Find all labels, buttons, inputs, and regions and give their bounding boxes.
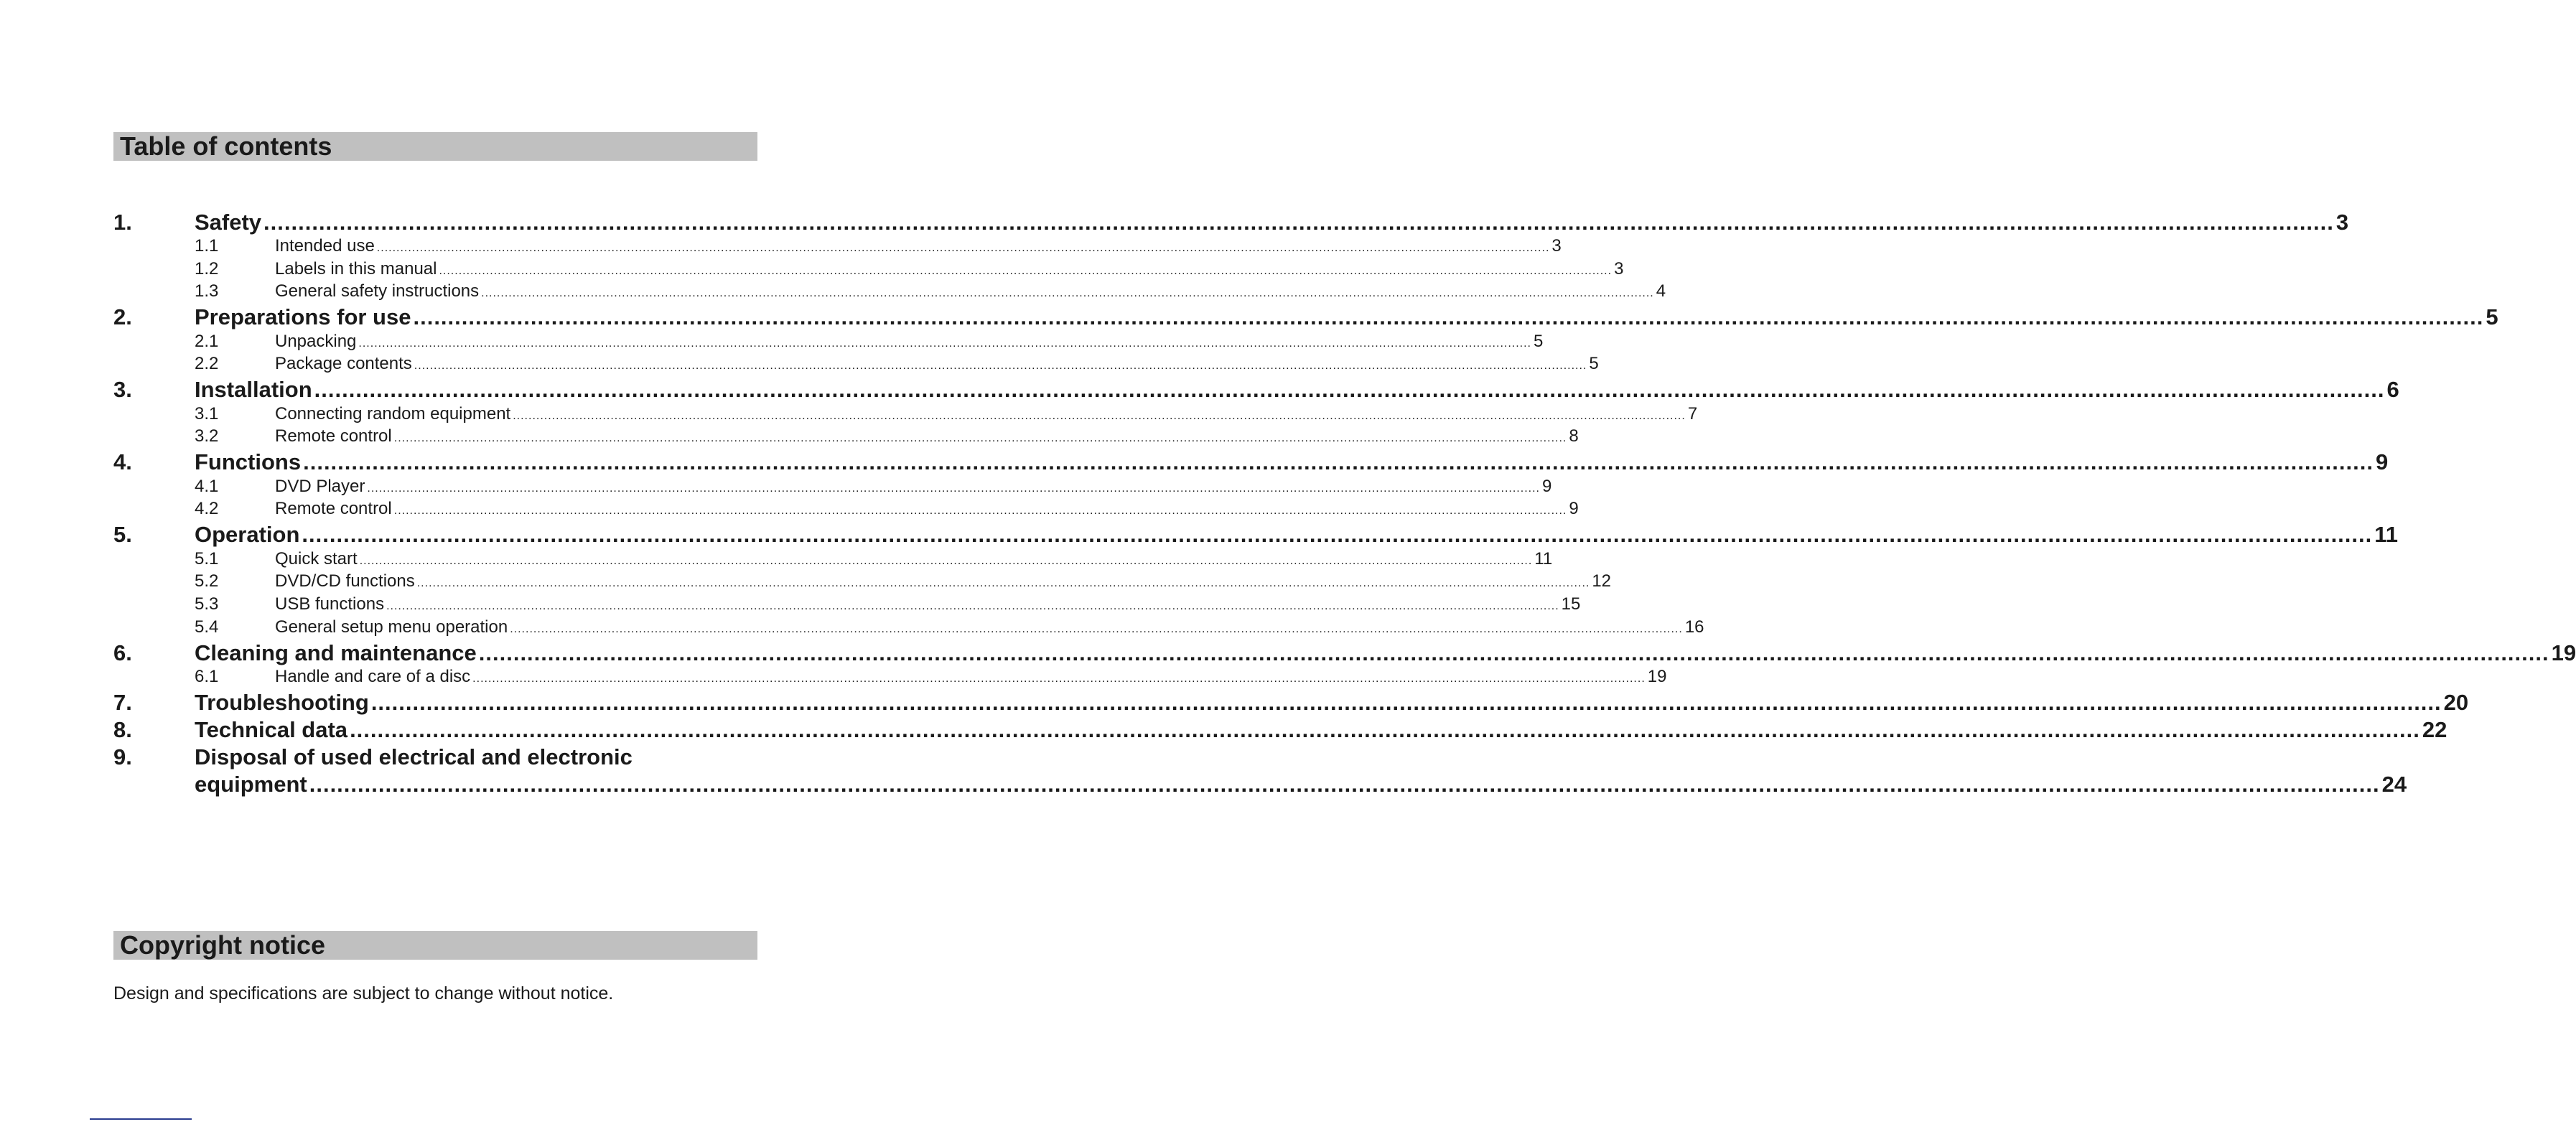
toc-section[interactable]: [0, 571, 1612, 596]
chapter-number: 3.: [113, 377, 132, 402]
toc-chapter[interactable]: [0, 690, 2469, 715]
toc-chapter[interactable]: [0, 744, 879, 769]
chapter-title: Safety: [195, 210, 262, 235]
page-number: 8: [1569, 426, 1579, 446]
dot-leader: ............................................................................................................................................................................................................................................................................................................: [414, 360, 1587, 372]
section-title: DVD/CD functions: [275, 571, 415, 591]
toc-chapter[interactable]: [0, 210, 2349, 235]
chapter-number: 1.: [113, 210, 132, 235]
section-title: Remote control: [275, 426, 392, 446]
toc-chapter[interactable]: [0, 449, 2389, 474]
page-number: 11: [2374, 522, 2399, 547]
section-number: 5.2: [195, 571, 219, 591]
dot-leader: ............................................................................................................................................................................................................................................................................................................: [376, 242, 1550, 254]
dot-leader: ............................................................................................................................................................................................................................................................................................................: [439, 265, 1613, 277]
chapter-title-line1: Disposal of used electrical and electronic: [195, 744, 633, 769]
section-title: Intended use: [275, 236, 375, 256]
page-number: 7: [1687, 404, 1698, 424]
page-number: 12: [1592, 571, 1612, 591]
page-number: 15: [1561, 594, 1581, 614]
dot-leader: ............................................................................................................................................................................................................................................................................................................: [481, 287, 1654, 299]
footer-rule: [90, 1118, 192, 1120]
section-title: Handle and care of a disc: [275, 667, 471, 686]
section-number: 4.2: [195, 499, 219, 518]
page-number: 3: [2335, 210, 2349, 235]
section-title: General safety instructions: [275, 281, 480, 301]
dot-leader: ............................................................................................................................................................................................................................................................................................................: [263, 210, 2334, 235]
dot-leader: ............................................................................................................................................................................................................................................................................................................: [393, 432, 1567, 444]
section-number: 5.4: [195, 617, 219, 637]
copyright-text: Design and specifications are subject to change without notice.: [113, 983, 614, 1003]
section-number: 4.1: [195, 477, 219, 496]
toc-section[interactable]: [0, 617, 1704, 642]
section-number: 1.2: [195, 259, 219, 279]
toc-section[interactable]: [0, 667, 1667, 691]
toc-chapter[interactable]: [0, 377, 2399, 402]
page-number: 5: [2486, 304, 2498, 329]
toc-section[interactable]: [0, 281, 1666, 306]
dot-leader: ............................................................................................................................................................................................................................................................................................................: [358, 337, 1531, 350]
page-number: 9: [2375, 449, 2389, 474]
copyright-heading: Copyright notice: [113, 931, 757, 960]
section-number: 1.1: [195, 236, 219, 256]
page-number: 9: [1541, 477, 1552, 496]
chapter-number: 8.: [113, 717, 132, 742]
section-title: Quick start: [275, 549, 358, 568]
toc-section[interactable]: [0, 594, 1581, 619]
toc-section[interactable]: [0, 354, 1599, 378]
dot-leader: ............................................................................................................................................................................................................................................................................................................: [478, 640, 2549, 665]
chapter-number: 9.: [113, 744, 132, 769]
section-title: General setup menu operation: [275, 617, 508, 637]
page-number: 22: [2422, 717, 2447, 742]
dot-leader: ............................................................................................................................................................................................................................................................................................................: [303, 449, 2374, 474]
page-number: 16: [1684, 617, 1704, 637]
chapter-title: Technical data: [195, 717, 348, 742]
section-number: 1.3: [195, 281, 219, 301]
section-number: 5.3: [195, 594, 219, 614]
chapter-title: Operation: [195, 522, 300, 547]
chapter-title: equipment: [195, 772, 307, 797]
toc-section[interactable]: [0, 477, 1552, 501]
dot-leader: ............................................................................................................................................................................................................................................................................................................: [314, 377, 2385, 402]
section-title: DVD Player: [275, 477, 365, 496]
chapter-number: 7.: [113, 690, 132, 715]
toc-heading: Table of contents: [113, 132, 757, 161]
toc-chapter[interactable]: [0, 640, 2576, 665]
section-title: Connecting random equipment: [275, 404, 511, 424]
dot-leader: ............................................................................................................................................................................................................................................................................................................: [370, 690, 2442, 715]
page-number: 6: [2386, 377, 2399, 402]
page-number: 24: [2381, 772, 2407, 797]
dot-leader: ............................................................................................................................................................................................................................................................................................................: [510, 623, 1683, 635]
toc-chapter[interactable]: [0, 522, 2399, 547]
dot-leader: ............................................................................................................................................................................................................................................................................................................: [413, 304, 2484, 329]
chapter-number: 4.: [113, 449, 132, 474]
chapter-title: Cleaning and maintenance: [195, 640, 477, 665]
dot-leader: ............................................................................................................................................................................................................................................................................................................: [393, 505, 1567, 517]
dot-leader: ............................................................................................................................................................................................................................................................................................................: [367, 482, 1540, 495]
section-number: 2.1: [195, 332, 219, 351]
page-number: 5: [1589, 354, 1599, 373]
chapter-number: 6.: [113, 640, 132, 665]
dot-leader: ............................................................................................................................................................................................................................................................................................................: [416, 577, 1590, 589]
section-number: 3.2: [195, 426, 219, 446]
page-number: 3: [1614, 259, 1624, 279]
toc-section[interactable]: [0, 332, 1544, 356]
section-title: Unpacking: [275, 332, 357, 351]
toc-section[interactable]: [0, 549, 1553, 574]
dot-leader: ............................................................................................................................................................................................................................................................................................................: [350, 717, 2420, 742]
section-title: Remote control: [275, 499, 392, 518]
page-number: 5: [1534, 332, 1544, 351]
section-number: 3.1: [195, 404, 219, 424]
section-number: 6.1: [195, 667, 219, 686]
toc-section[interactable]: [0, 236, 1562, 261]
page-number: 11: [1534, 549, 1553, 568]
dot-leader: ............................................................................................................................................................................................................................................................................................................: [513, 410, 1686, 422]
toc-section[interactable]: [0, 404, 1698, 429]
chapter-title: Installation: [195, 377, 312, 402]
dot-leader: ............................................................................................................................................................................................................................................................................................................: [302, 522, 2373, 547]
page-number: 9: [1569, 499, 1579, 518]
section-number: 2.2: [195, 354, 219, 373]
toc-chapter[interactable]: [0, 717, 2447, 742]
page-number: 19: [1647, 667, 1667, 686]
dot-leader: ............................................................................................................................................................................................................................................................................................................: [359, 555, 1533, 567]
toc-chapter-continuation[interactable]: [0, 772, 2407, 797]
page-number: 3: [1551, 236, 1562, 256]
toc-chapter[interactable]: [0, 304, 2498, 329]
chapter-number: 2.: [113, 304, 132, 329]
page-number: 4: [1656, 281, 1666, 301]
dot-leader: ............................................................................................................................................................................................................................................................................................................: [386, 600, 1559, 612]
chapter-title: Troubleshooting: [195, 690, 369, 715]
toc-section[interactable]: [0, 259, 1624, 284]
chapter-title: Functions: [195, 449, 302, 474]
section-title: Package contents: [275, 354, 412, 373]
dot-leader: ............................................................................................................................................................................................................................................................................................................: [472, 673, 1646, 685]
section-title: Labels in this manual: [275, 259, 437, 279]
page-number: 19: [2551, 640, 2576, 665]
toc-section[interactable]: [0, 499, 1579, 523]
toc-section[interactable]: [0, 426, 1579, 451]
dot-leader: ............................................................................................................................................................................................................................................................................................................: [309, 772, 2380, 797]
section-title: USB functions: [275, 594, 385, 614]
chapter-title: Preparations for use: [195, 304, 411, 329]
section-number: 5.1: [195, 549, 219, 568]
page-number: 20: [2443, 690, 2469, 715]
chapter-number: 5.: [113, 522, 132, 547]
